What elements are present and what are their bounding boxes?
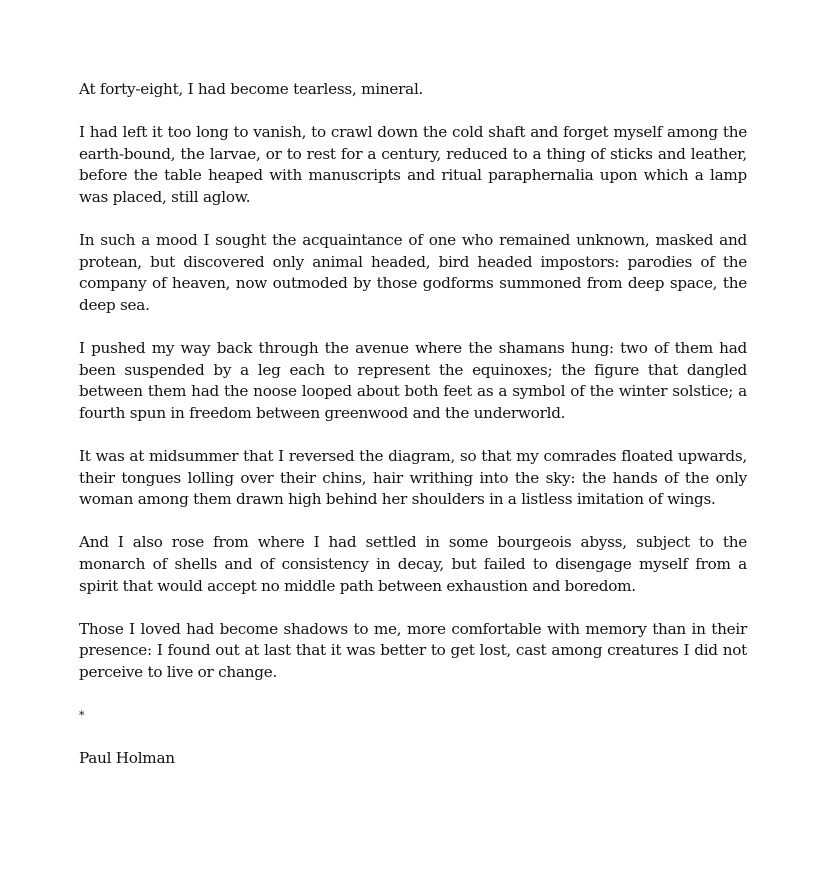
paragraph-5: It was at midsummer that I reversed the diagram, so that my comrades floated upwards, their tongues lolling over their chins, hair writhing into the sky: the hands of the only woman among them drawn high behind her shoulders in a listless imitation of wings. — [79, 447, 747, 509]
prose-poem-document — [79, 79, 747, 770]
paragraph-6: And I also rose from where I had settled in some bourgeois abyss, subject to the monarch of shells and of consistency in decay, but failed to disengage myself from a spirit that would accept no middle path between exhaustion and boredom. — [79, 533, 747, 595]
paragraph-3: In such a mood I sought the acquaintance of one who remained unknown, masked and protean, but discovered only animal headed, bird headed impostors: parodies of the company of heaven, now outmoded by those godforms summoned from deep space, the deep sea. — [79, 231, 747, 314]
section-separator: * — [79, 709, 85, 723]
paragraph-1: At forty-eight, I had become tearless, mineral. — [79, 80, 424, 98]
paragraph-2: I had left it too long to vanish, to crawl down the cold shaft and forget myself among the earth-bound, the larvae, or to rest for a century, reduced to a thing of sticks and leather, before the table heaped with manuscripts and ritual paraphernalia upon which a lamp was placed, still aglow. — [79, 123, 747, 206]
paragraph-7: Those I loved had become shadows to me, more comfortable with memory than in their presence: I found out at last that it was better to get lost, cast among creatures I did not perceive to live or change. — [79, 619, 747, 682]
paragraph-4: I pushed my way back through the avenue where the shamans hung: two of them had been suspended by a leg each to represent the equinoxes; the figure that dangled between them had the noose looped about both feet as a symbol of the winter solstice; a fourth spun in freedom between greenwood and the underworld. — [79, 339, 747, 422]
author-signature: Paul Holman — [79, 749, 175, 768]
